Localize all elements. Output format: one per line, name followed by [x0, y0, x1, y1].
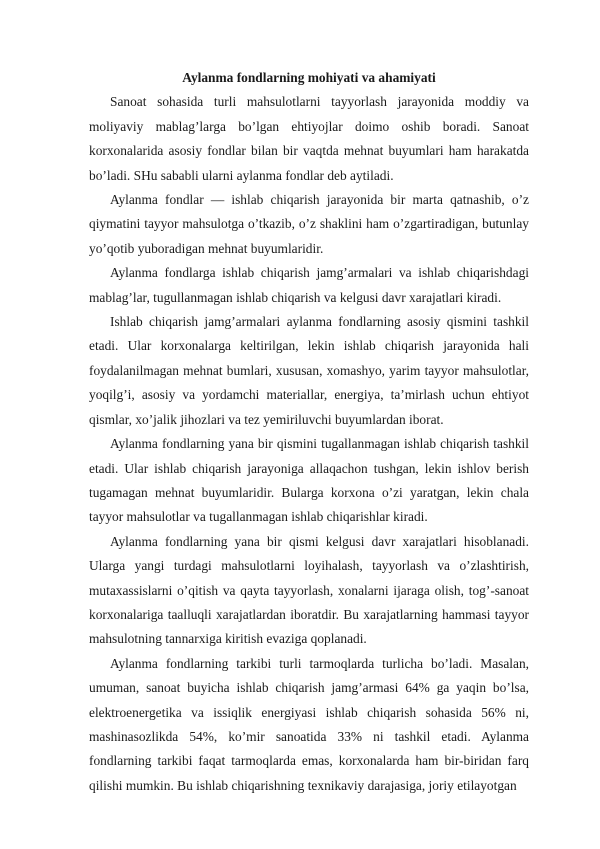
- paragraph-4: Ishlab chiqarish jamg’armalari aylanma fondlarning asosiy qismini tashkil etadi. Ular korxonalarga keltirilgan, lekin ishlab chiqarish jarayonida hali foydalanilmagan mehnat bumlari, xususan, xomashyo, yarim tayyor mahsulotlar, yoqilg’i, asosiy va yordamchi materiallar, energiya, ta’mirlash uchun ehtiyot qismlar, xo’jalik jihozlari va tez yemiriluvchi buyumlardan iborat.: [89, 314, 529, 427]
- paragraph-1: Sanoat sohasida turli mahsulotlarni tayyorlash jarayonida moddiy va moliyaviy mablag’larga bo’lgan ehtiyojlar doimo oshib boradi. Sanoat korxonalarida asosiy fondlar bilan bir vaqtda mehnat buyumlari ham harakatda bo’ladi. SHu sababli ularni aylanma fondlar deb aytiladi.: [89, 94, 529, 183]
- document-body: [89, 66, 529, 798]
- paragraph-5: Aylanma fondlarning yana bir qismini tugallanmagan ishlab chiqarish tashkil etadi. Ular ishlab chiqarish jarayoniga allaqachon tushgan, lekin ishlov berish tugamagan mehnat buyumlaridir. Bularga korxona o’zi yaratgan, lekin chala tayyor mahsulotlar va tugallanmagan ishlab chiqarishlar kiradi.: [89, 436, 529, 525]
- paragraph-2: Aylanma fondlar — ishlab chiqarish jarayonida bir marta qatnashib, o’z qiymatini tayyor mahsulotga o’tkazib, o’z shaklini ham o’zgartiradigan, butunlay yo’qotib yuboradigan mehnat buyumlaridir.: [89, 192, 529, 256]
- paragraph-3: Aylanma fondlarga ishlab chiqarish jamg’armalari va ishlab chiqarishdagi mablag’lar, tugullanmagan ishlab chiqarish va kelgusi davr xarajatlari kiradi.: [89, 265, 529, 305]
- document-title: Aylanma fondlarning mohiyati va ahamiyati: [182, 70, 436, 85]
- paragraph-6: Aylanma fondlarning yana bir qismi kelgusi davr xarajatlari hisoblanadi. Ularga yangi turdagi mahsulotlarni loyihalash, tayyorlash va o’zlashtirish, mutaxassislarni o’qitish va qayta tayyorlash, xonalarni ijaraga olish, tog’-sanoat korxonalariga taalluqli xarajatlardan iboratdir. Bu xarajatlarning hammasi tayyor mahsulotning tannarxiga kiritish evaziga qoplanadi.: [89, 533, 529, 647]
- paragraph-7: Aylanma fondlarning tarkibi turli tarmoqlarda turlicha bo’ladi. Masalan, umuman, sanoat buyicha ishlab chiqarish jamg’armasi 64% ga yaqin bo’lsa, elektroenergetika va issiqlik energiyasi ishlab chiqarish sohasida 56% ni, mashinasozlikda 54%, ko’mir sanoatida 33% ni tashkil etadi. Aylanma fondlarning tarkibi faqat tarmoqlarda emas, korxonalarda ham bir-biridan farq qilishi mumkin. Bu ishlab chiqarishning texnikaviy darajasiga, joriy etilayotgan: [89, 655, 529, 793]
